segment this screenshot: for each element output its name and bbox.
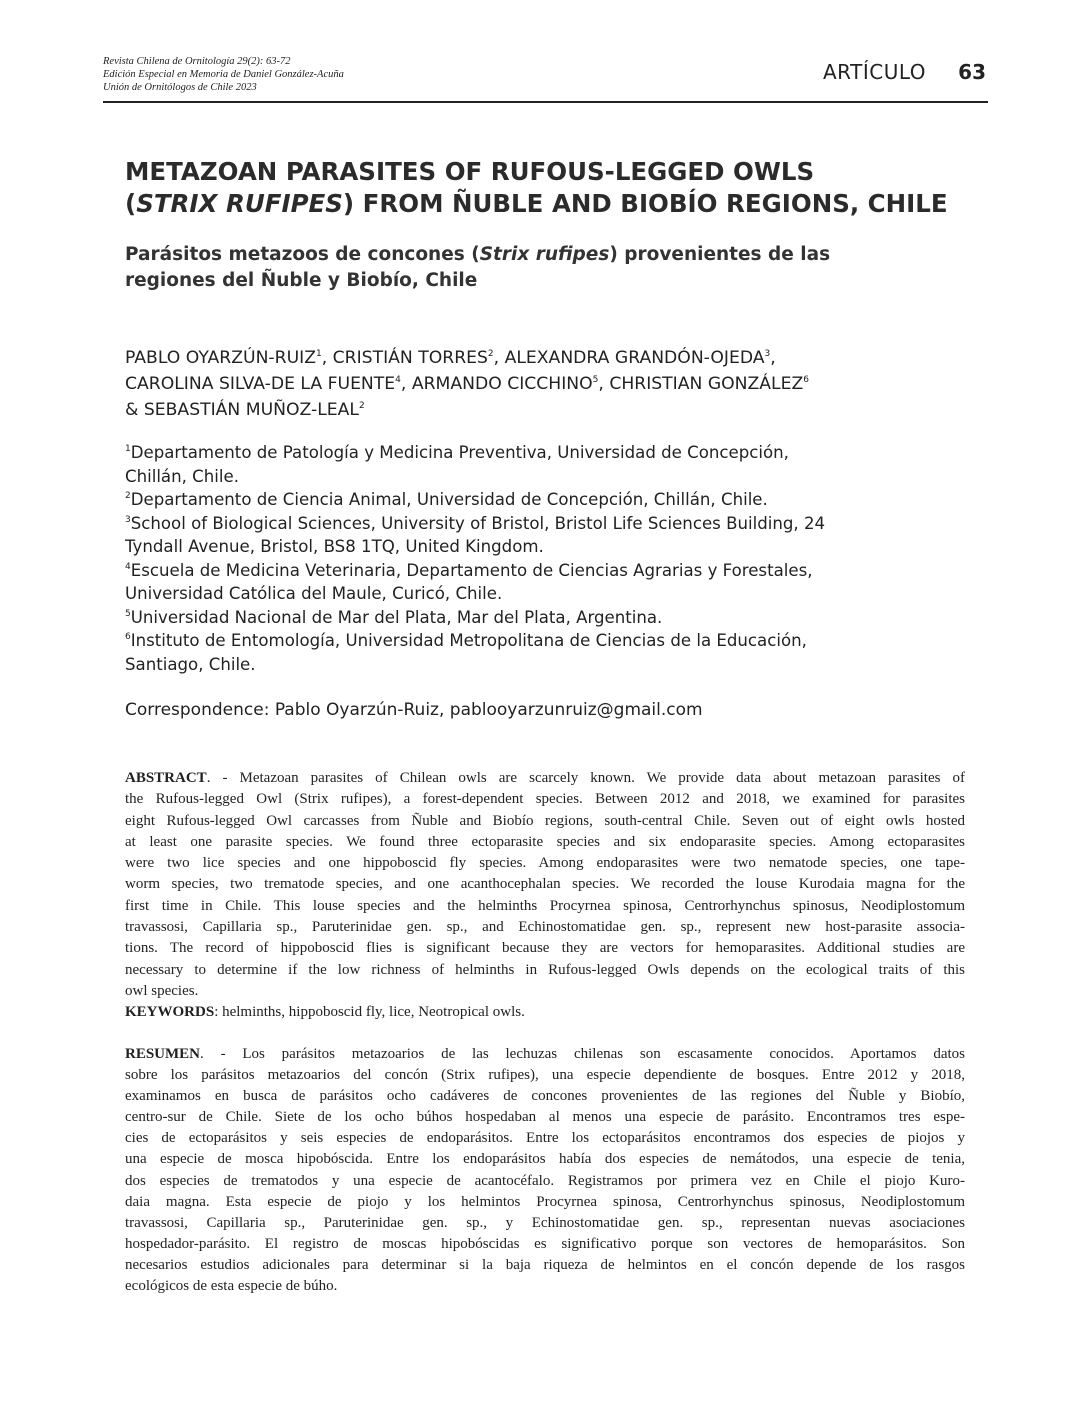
affiliation-text: School of Biological Sciences, University of Bristol, Bristol Life Sciences Building, 24 (130, 513, 826, 533)
resumen-line: dos especies de trematodos y una especie de acantocéfalo. Registramos por primera vez en Chile el piojo Kuro- (125, 1172, 965, 1189)
author-name: ALEXANDRA GRANDÓN-OJEDA (504, 348, 765, 368)
abstract-line: were two lice species and one hippoboscid fly species. Among endoparasites were two nematode species, one tape- (125, 855, 965, 872)
author-affiliation-mark: 2 (359, 401, 365, 411)
author-name: CAROLINA SILVA-DE LA FUENTE (125, 374, 396, 394)
title-line-1: METAZOAN PARASITES OF RUFOUS-LEGGED OWLS (125, 157, 815, 186)
author-name: ARMANDO CICCHINO (411, 374, 593, 394)
resumen-line: hospedador-parásito. El registro de moscas hipobóscidas es significativo porque son vectores de hemoparásitos. Son (125, 1235, 965, 1252)
affiliation-number: 2 (125, 491, 131, 501)
affiliation-4-cont: Universidad Católica del Maule, Curicó, Chile. (125, 584, 503, 603)
affiliation-6-cont: Santiago, Chile. (125, 654, 256, 674)
abstract-line (125, 768, 965, 789)
author-name: CRISTIÁN TORRES (332, 348, 488, 368)
author-name: CHRISTIAN GONZÁLEZ (609, 374, 804, 394)
resumen-line: sobre los parásitos metazoarios del concón (Strix rufipes), una especie dependiente de bosques. Entre 2012 y 2018, (125, 1067, 965, 1084)
page-number: 63 (958, 60, 986, 84)
resumen-line: daia magna. Esta especie de piojo y los helmintos Procyrnea spinosa, Centrorhynchus spinosus, Neodiplostomum (125, 1193, 965, 1210)
resumen-line: una especie de mosca hipobóscida. Entre los endoparásitos había dos especies de nemátodos, una especie de tenia, (125, 1151, 965, 1168)
subtitle-part-1: Parásitos metazoos de concones ( (125, 244, 480, 265)
abstract-line: at least one parasite species. We found three ectoparasite species and six endoparasite species. Among ectoparasites (125, 833, 965, 850)
resumen-line (125, 1044, 965, 1065)
affiliation-1 (125, 441, 1005, 465)
abstract-label: ABSTRACT (125, 770, 207, 786)
affiliation-text: Departamento de Ciencia Animal, Universidad de Concepción, Chillán, Chile. (130, 490, 768, 509)
keywords-line (125, 1002, 965, 1023)
keywords-label: KEYWORDS (125, 1004, 215, 1021)
affiliation-number: 3 (125, 514, 131, 525)
affiliation-text: Universidad Nacional de Mar del Plata, Mar del Plata, Argentina. (130, 607, 663, 627)
title-line-2 (125, 188, 985, 220)
resumen-line: centro-sur de Chile. Siete de los ocho búhos hospedaban al menos una especie de parásito. Encontramos tres espe- (125, 1109, 965, 1126)
author-line-2: CAROLINA SILVA-DE LA FUENTE$^4$, ARMANDO CICCHINO$^5$, CHRISTIAN GONZÁLEZ$^6$ (125, 374, 810, 394)
affiliation-number: 6 (125, 632, 131, 642)
section-label: ARTÍCULO (822, 60, 926, 84)
affiliation-number: 1 (125, 444, 131, 454)
author-name: PABLO OYARZÚN-RUIZ (125, 348, 316, 368)
correspondence-line: Correspondence: Pablo Oyarzún-Ruiz, pablooyarzunruiz@gmail.com (125, 700, 703, 720)
resumen-label: RESUMEN (125, 1046, 201, 1062)
resumen-line: cies de ectoparásitos y seis especies de endoparásitos. Entre los ectoparásitos encontramos dos especies de piojos y (125, 1130, 965, 1147)
affiliation-4 (125, 559, 1005, 583)
affiliation-3-cont: Tyndall Avenue, Bristol, BS8 1TQ, United Kingdom. (125, 537, 544, 556)
subtitle-part-2: ) provenientes de las (609, 244, 831, 265)
title-line-2-rest: ) FROM ÑUBLE AND BIOBÍO REGIONS, CHILE (342, 189, 948, 218)
author-affiliation-mark: 6 (803, 375, 810, 385)
author-affiliation-mark: 4 (395, 375, 401, 385)
author-affiliation-mark: 3 (764, 349, 771, 359)
publisher-line: Unión de Ornitólogos de Chile 2023 (103, 82, 257, 93)
journal-citation: Revista Chilena de Ornitología 29(2): 63-72 (103, 56, 291, 67)
affiliation-5 (125, 606, 1005, 630)
abstract-line: tions. The record of hippoboscid flies is significant because they are vectors for hemoparasites. Additional studies are (125, 940, 965, 957)
page-header (103, 55, 988, 103)
abstract-line: necessary to determine if the low richness of helminths in Rufous-legged Owls depends on the ecological traits of this (125, 961, 965, 978)
title-paren-open: ( (125, 189, 137, 218)
subtitle-line-2: regiones del Ñuble y Biobío, Chile (125, 270, 478, 291)
abstract-line: worm species, two trematode species, and one acanthocephalan species. We recorded the louse Kurodaia magna for the (125, 876, 965, 893)
resumen-line: travassosi, Capillaria sp., Paruterinidae gen. sp., y Echinostomatidae gen. sp., representan nuevas asociaciones (125, 1214, 965, 1231)
affiliation-3 (125, 512, 1005, 536)
title-species: STRIX RUFIPES (136, 189, 343, 218)
author-line-3: & SEBASTIÁN MUÑOZ-LEAL$^2$ (125, 400, 365, 420)
resumen-line: ecológicos de esta especie de búho. (125, 1278, 338, 1295)
keywords-text: : helminths, hippoboscid fly, lice, Neotropical owls. (214, 1004, 525, 1021)
subtitle-species: Strix rufipes (479, 244, 610, 265)
author-name: SEBASTIÁN MUÑOZ-LEAL (143, 400, 359, 420)
journal-info (103, 55, 344, 94)
abstract-text: . - Metazoan parasites of Chilean owls are scarcely known. We provide data about metazoan parasites of (206, 770, 965, 786)
abstract-line: owl species. (125, 982, 199, 999)
author-line-1: PABLO OYARZÚN-RUIZ$^1$, CRISTIÁN TORRES$^2$, ALEXANDRA GRANDÓN-OJEDA$^3$, (125, 348, 776, 368)
affiliation-1-cont: Chillán, Chile. (125, 466, 239, 486)
affiliation-text: Escuela de Medicina Veterinaria, Departamento de Ciencias Agrarias y Forestales, (130, 560, 813, 580)
resumen-section (125, 1044, 965, 1297)
author-affiliation-mark: 5 (592, 375, 599, 385)
abstract-line: the Rufous-legged Owl (Strix rufipes), a forest-dependent species. Between 2012 and 2018, we examined for parasites (125, 791, 965, 808)
resumen-line: necesarios estudios adicionales para determinar si la baja riqueza de helmintos en el concón depende de los rasgos (125, 1256, 965, 1273)
abstract-line: first time in Chile. This louse species and the helminths Procyrnea spinosa, Centrorhynchus spinosus, Neodiplostomum (125, 897, 965, 914)
abstract-line: travassosi, Capillaria sp., Paruterinidae gen. sp., and Echinostomatidae gen. sp., represent new host-parasite associa- (125, 919, 965, 936)
affiliation-number: 5 (125, 608, 131, 619)
abstract-section (125, 768, 965, 1024)
affiliation-list (125, 441, 1005, 676)
author-affiliation-mark: 2 (487, 349, 494, 359)
resumen-line: examinamos en busca de parásitos ocho cadáveres de concones provenientes de las regiones del Ñuble y Biobío, (125, 1088, 965, 1105)
affiliation-6 (125, 629, 1005, 653)
article-title (125, 156, 985, 220)
affiliation-2 (125, 488, 1005, 512)
subtitle-line-1 (125, 242, 985, 268)
author-list (125, 345, 1005, 423)
resumen-text: . - Los parásitos metazoarios de las lechuzas chilenas son escasamente conocidos. Aportamos datos (200, 1046, 965, 1062)
affiliation-text: Instituto de Entomología, Universidad Metropolitana de Ciencias de la Educación, (130, 631, 807, 650)
abstract-line: eight Rufous-legged Owl carcasses from Ñuble and Biobío regions, south-central Chile. Seven out of eight owls hosted (125, 812, 965, 829)
affiliation-number: 4 (125, 561, 131, 572)
author-affiliation-mark: 1 (316, 349, 322, 359)
affiliation-text: Departamento de Patología y Medicina Preventiva, Universidad de Concepción, (130, 443, 789, 462)
article-subtitle (125, 242, 985, 294)
special-edition-note: Edición Especial en Memoria de Daniel González-Acuña (103, 69, 344, 80)
